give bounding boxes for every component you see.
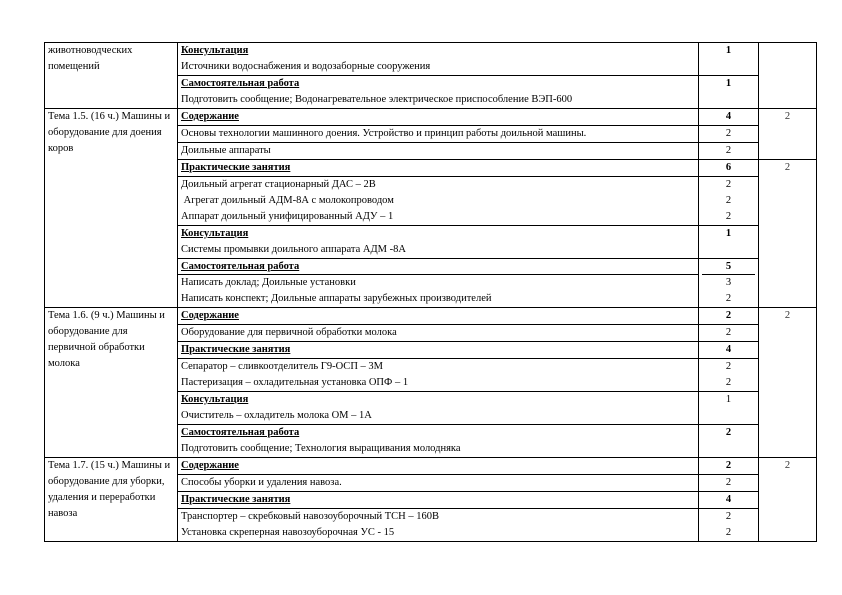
content-cell	[178, 160, 699, 177]
content-line: Способы уборки и удаления навоза.	[181, 477, 342, 488]
section-heading: Содержание	[181, 460, 239, 471]
hours-value: 5	[702, 259, 755, 275]
hours-value: 2	[725, 377, 732, 388]
section-heading: Самостоятельная работа	[181, 427, 300, 438]
section-heading: Содержание	[181, 111, 239, 122]
level-cell: 2	[759, 458, 817, 542]
content-cell	[178, 342, 699, 359]
section-heading: Практические занятия	[181, 494, 291, 505]
hours-cell: 4	[699, 109, 759, 126]
content-cell	[178, 43, 699, 76]
content-line: Системы промывки доильного аппарата АДМ -8А	[181, 244, 406, 255]
hours-cell: 1	[699, 392, 759, 425]
hours-cell: 2	[699, 143, 759, 160]
hours-value: 2	[725, 211, 732, 222]
content-cell	[178, 76, 699, 109]
section-heading: Консультация	[181, 228, 249, 239]
hours-cell	[699, 509, 759, 542]
table-row	[45, 43, 817, 76]
content-cell	[178, 458, 699, 475]
content-cell	[178, 177, 699, 226]
content-line: Транспортер – скребковый навозоуборочный ТСН – 160В	[181, 511, 440, 522]
hours-cell: 6	[699, 160, 759, 177]
section-heading: Консультация	[181, 45, 249, 56]
content-cell	[178, 492, 699, 509]
hours-cell	[699, 177, 759, 226]
content-cell	[178, 325, 699, 342]
hours-cell: 2	[699, 458, 759, 475]
content-line: Написать доклад; Доильные установки	[181, 277, 356, 288]
hours-value: 3	[725, 277, 732, 288]
content-cell	[178, 109, 699, 126]
hours-cell: 2	[699, 475, 759, 492]
hours-cell: 1	[699, 43, 759, 76]
content-line: Источники водоснабжения и водозаборные сооружения	[181, 61, 431, 72]
table-row	[45, 308, 817, 325]
content-line: Оборудование для первичной обработки молока	[181, 327, 397, 338]
section-heading: Практические занятия	[181, 162, 291, 173]
hours-cell: 2	[699, 308, 759, 325]
content-cell	[178, 226, 699, 259]
hours-cell: 4	[699, 342, 759, 359]
content-cell	[178, 392, 699, 425]
content-line: Подготовить сообщение; Водонагревательное электрическое приспособление ВЭП-600	[181, 94, 573, 105]
hours-value: 2	[725, 361, 732, 372]
level-cell: 2	[759, 160, 817, 308]
hours-value: 2	[725, 511, 732, 522]
level-cell: 2	[759, 308, 817, 458]
content-line: Агрегат доильный АДМ-8А с молокопроводом	[181, 195, 394, 206]
content-cell	[178, 475, 699, 492]
content-line: Доильный агрегат стационарный ДАС – 2В	[181, 179, 376, 190]
hours-value: 2	[725, 179, 732, 190]
hours-cell: 1	[699, 76, 759, 109]
content-line: Установка скреперная навозоуборочная УС - 15	[181, 527, 395, 538]
content-cell	[178, 359, 699, 392]
content-cell	[178, 509, 699, 542]
content-cell	[178, 143, 699, 160]
hours-cell: 2	[699, 325, 759, 342]
hours-cell: 4	[699, 492, 759, 509]
content-cell	[178, 126, 699, 143]
content-line: Доильные аппараты	[181, 145, 271, 156]
hours-cell: 2	[699, 425, 759, 458]
topic-cell: животноводческих помещений	[45, 43, 178, 109]
table-row	[45, 109, 817, 126]
hours-value: 2	[725, 527, 732, 538]
section-heading: Самостоятельная работа	[178, 259, 698, 275]
content-cell	[178, 259, 699, 308]
level-cell: 2	[759, 109, 817, 160]
content-cell	[178, 425, 699, 458]
content-line: Очиститель – охладитель молока ОМ – 1А	[181, 410, 372, 421]
content-line: Аппарат доильный унифицированный АДУ – 1	[181, 211, 394, 222]
hours-cell	[699, 259, 759, 308]
section-heading: Практические занятия	[181, 344, 291, 355]
curriculum-table	[44, 42, 817, 542]
hours-cell: 1	[699, 226, 759, 259]
section-heading: Содержание	[181, 310, 239, 321]
hours-value: 2	[725, 293, 732, 304]
content-line: Пастеризация – охладительная установка ОПФ – 1	[181, 377, 409, 388]
topic-cell: Тема 1.7. (15 ч.) Машины и оборудование для уборки, удаления и переработки навоза	[45, 458, 178, 542]
hours-cell	[699, 359, 759, 392]
content-line: Сепаратор – сливкоотделитель Г9-ОСП – 3М	[181, 361, 383, 372]
content-line: Написать конспект; Доильные аппараты зарубежных производителей	[181, 293, 492, 304]
section-heading: Консультация	[181, 394, 249, 405]
content-line: Основы технологии машинного доения. Устройство и принцип работы доильной машины.	[181, 128, 587, 139]
content-line: Подготовить сообщение; Технология выращивания молодняка	[181, 443, 461, 454]
hours-cell: 2	[699, 126, 759, 143]
topic-cell: Тема 1.5. (16 ч.) Машины и оборудование для доения коров	[45, 109, 178, 308]
section-heading: Самостоятельная работа	[181, 78, 300, 89]
topic-cell: Тема 1.6. (9 ч.) Машины и оборудование для первичной обработки молока	[45, 308, 178, 458]
level-cell	[759, 43, 817, 109]
content-cell	[178, 308, 699, 325]
table-row	[45, 458, 817, 475]
hours-value: 2	[725, 195, 732, 206]
